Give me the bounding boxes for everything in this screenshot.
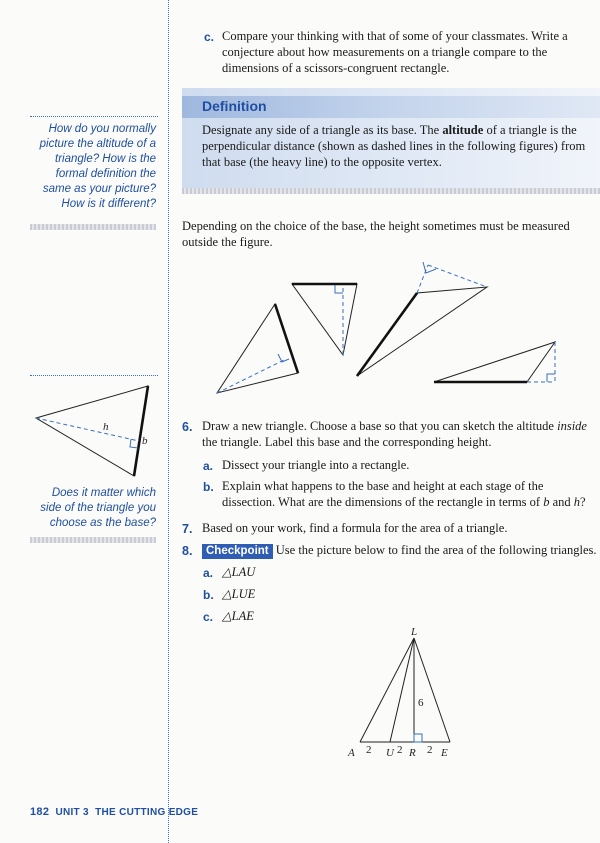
triangle-lae-figure <box>340 622 470 767</box>
q8-text-body: Use the picture below to find the area of the following triangles. <box>275 543 597 557</box>
segment-RE-length: 2 <box>427 744 433 756</box>
definition-shadow <box>182 188 600 194</box>
paragraph-depending: Depending on the choice of the base, the height sometimes must be measured outside the figure. <box>182 219 570 249</box>
q7-number: 7. <box>182 522 193 536</box>
q6a-text: Dissect your triangle into a rectangle. <box>222 458 410 472</box>
q8c-label: △LAE <box>222 609 254 623</box>
q6b-marker: b. <box>203 480 214 494</box>
unit-label: UNIT 3 <box>55 807 89 818</box>
side-figure-b-label: b <box>142 435 148 447</box>
margin-rule <box>168 0 169 843</box>
vertex-R: R <box>409 747 416 759</box>
q8c-marker: c. <box>203 610 214 624</box>
side-triangle-figure <box>30 378 160 486</box>
definition-text <box>202 122 592 170</box>
page-number: 182 <box>30 806 50 818</box>
definition-term: altitude <box>442 123 484 137</box>
triangle-3 <box>357 262 487 376</box>
triangle-1 <box>217 304 298 393</box>
unit-title: THE CUTTING EDGE <box>95 807 199 818</box>
q7-text: Based on your work, find a formula for the area of a triangle. <box>202 521 508 535</box>
altitude-triangles-figure <box>200 255 600 400</box>
q8b-marker: b. <box>203 588 214 602</box>
segment-AU-length: 2 <box>366 744 372 756</box>
vertex-A: A <box>348 747 355 759</box>
vertex-E: E <box>441 747 448 759</box>
definition-title: Definition <box>202 98 267 114</box>
footer <box>30 806 198 818</box>
q6b-text-mid: and <box>549 495 574 509</box>
side-figure-h-label: h <box>103 421 109 433</box>
q8b-label: △LUE <box>222 587 256 601</box>
q8-number: 8. <box>182 544 193 558</box>
q6-text-before: Draw a new triangle. Choose a base so that you can sketch the altitude <box>202 419 558 433</box>
q8a-marker: a. <box>203 566 214 580</box>
q6-number: 6. <box>182 420 193 434</box>
q6-text-after: the triangle. Label this base and the corresponding height. <box>202 435 492 449</box>
vertex-L: L <box>411 626 418 638</box>
sidenote-top-shadow <box>30 224 156 230</box>
q6-text-italic: inside <box>557 419 587 433</box>
sidenote-top-rule <box>30 116 158 117</box>
part-c-marker: c. <box>204 30 215 44</box>
height-label: 6 <box>418 697 424 709</box>
q6a-marker: a. <box>203 459 214 473</box>
q6-text <box>202 418 596 450</box>
q8-text <box>202 542 598 559</box>
definition-text-after: of a triangle is the perpendicular distance (shown as dashed lines in the following figures) from that base (the heavy line) to the opposite vertex. <box>202 123 586 169</box>
sidefig-top-rule <box>30 375 158 376</box>
triangle-2 <box>292 284 357 355</box>
sidenote-altitude-question: How do you normally picture the altitude of a triangle? How is the formal definition the same as your picture? How is it different? <box>39 123 156 210</box>
sidenote-bottom-shadow <box>30 537 156 543</box>
q6b-var-b: b <box>543 495 550 509</box>
triangle-4 <box>434 342 555 382</box>
part-c-text: Compare your thinking with that of some of your classmates. Write a conjecture about how measurements on a triangle compare to the dimensions of a scissors-congruent rectangle. <box>222 29 568 75</box>
q8a-label: △LAU <box>222 565 256 579</box>
sidenote-base-question: Does it matter which side of the triangle you choose as the base? <box>40 487 156 529</box>
definition-text-before: Designate any side of a triangle as its base. The <box>202 123 443 137</box>
vertex-U: U <box>386 747 394 759</box>
q6b-var-h: h <box>573 495 581 509</box>
segment-UR-length: 2 <box>397 744 403 756</box>
q6b-text-after: ? <box>580 495 586 509</box>
checkpoint-badge: Checkpoint <box>202 544 273 559</box>
q6b-text-before: Explain what happens to the base and height at each stage of the dissection. What are the dimensions of the rectangle in terms of <box>222 479 544 509</box>
q6b-text <box>222 478 598 510</box>
